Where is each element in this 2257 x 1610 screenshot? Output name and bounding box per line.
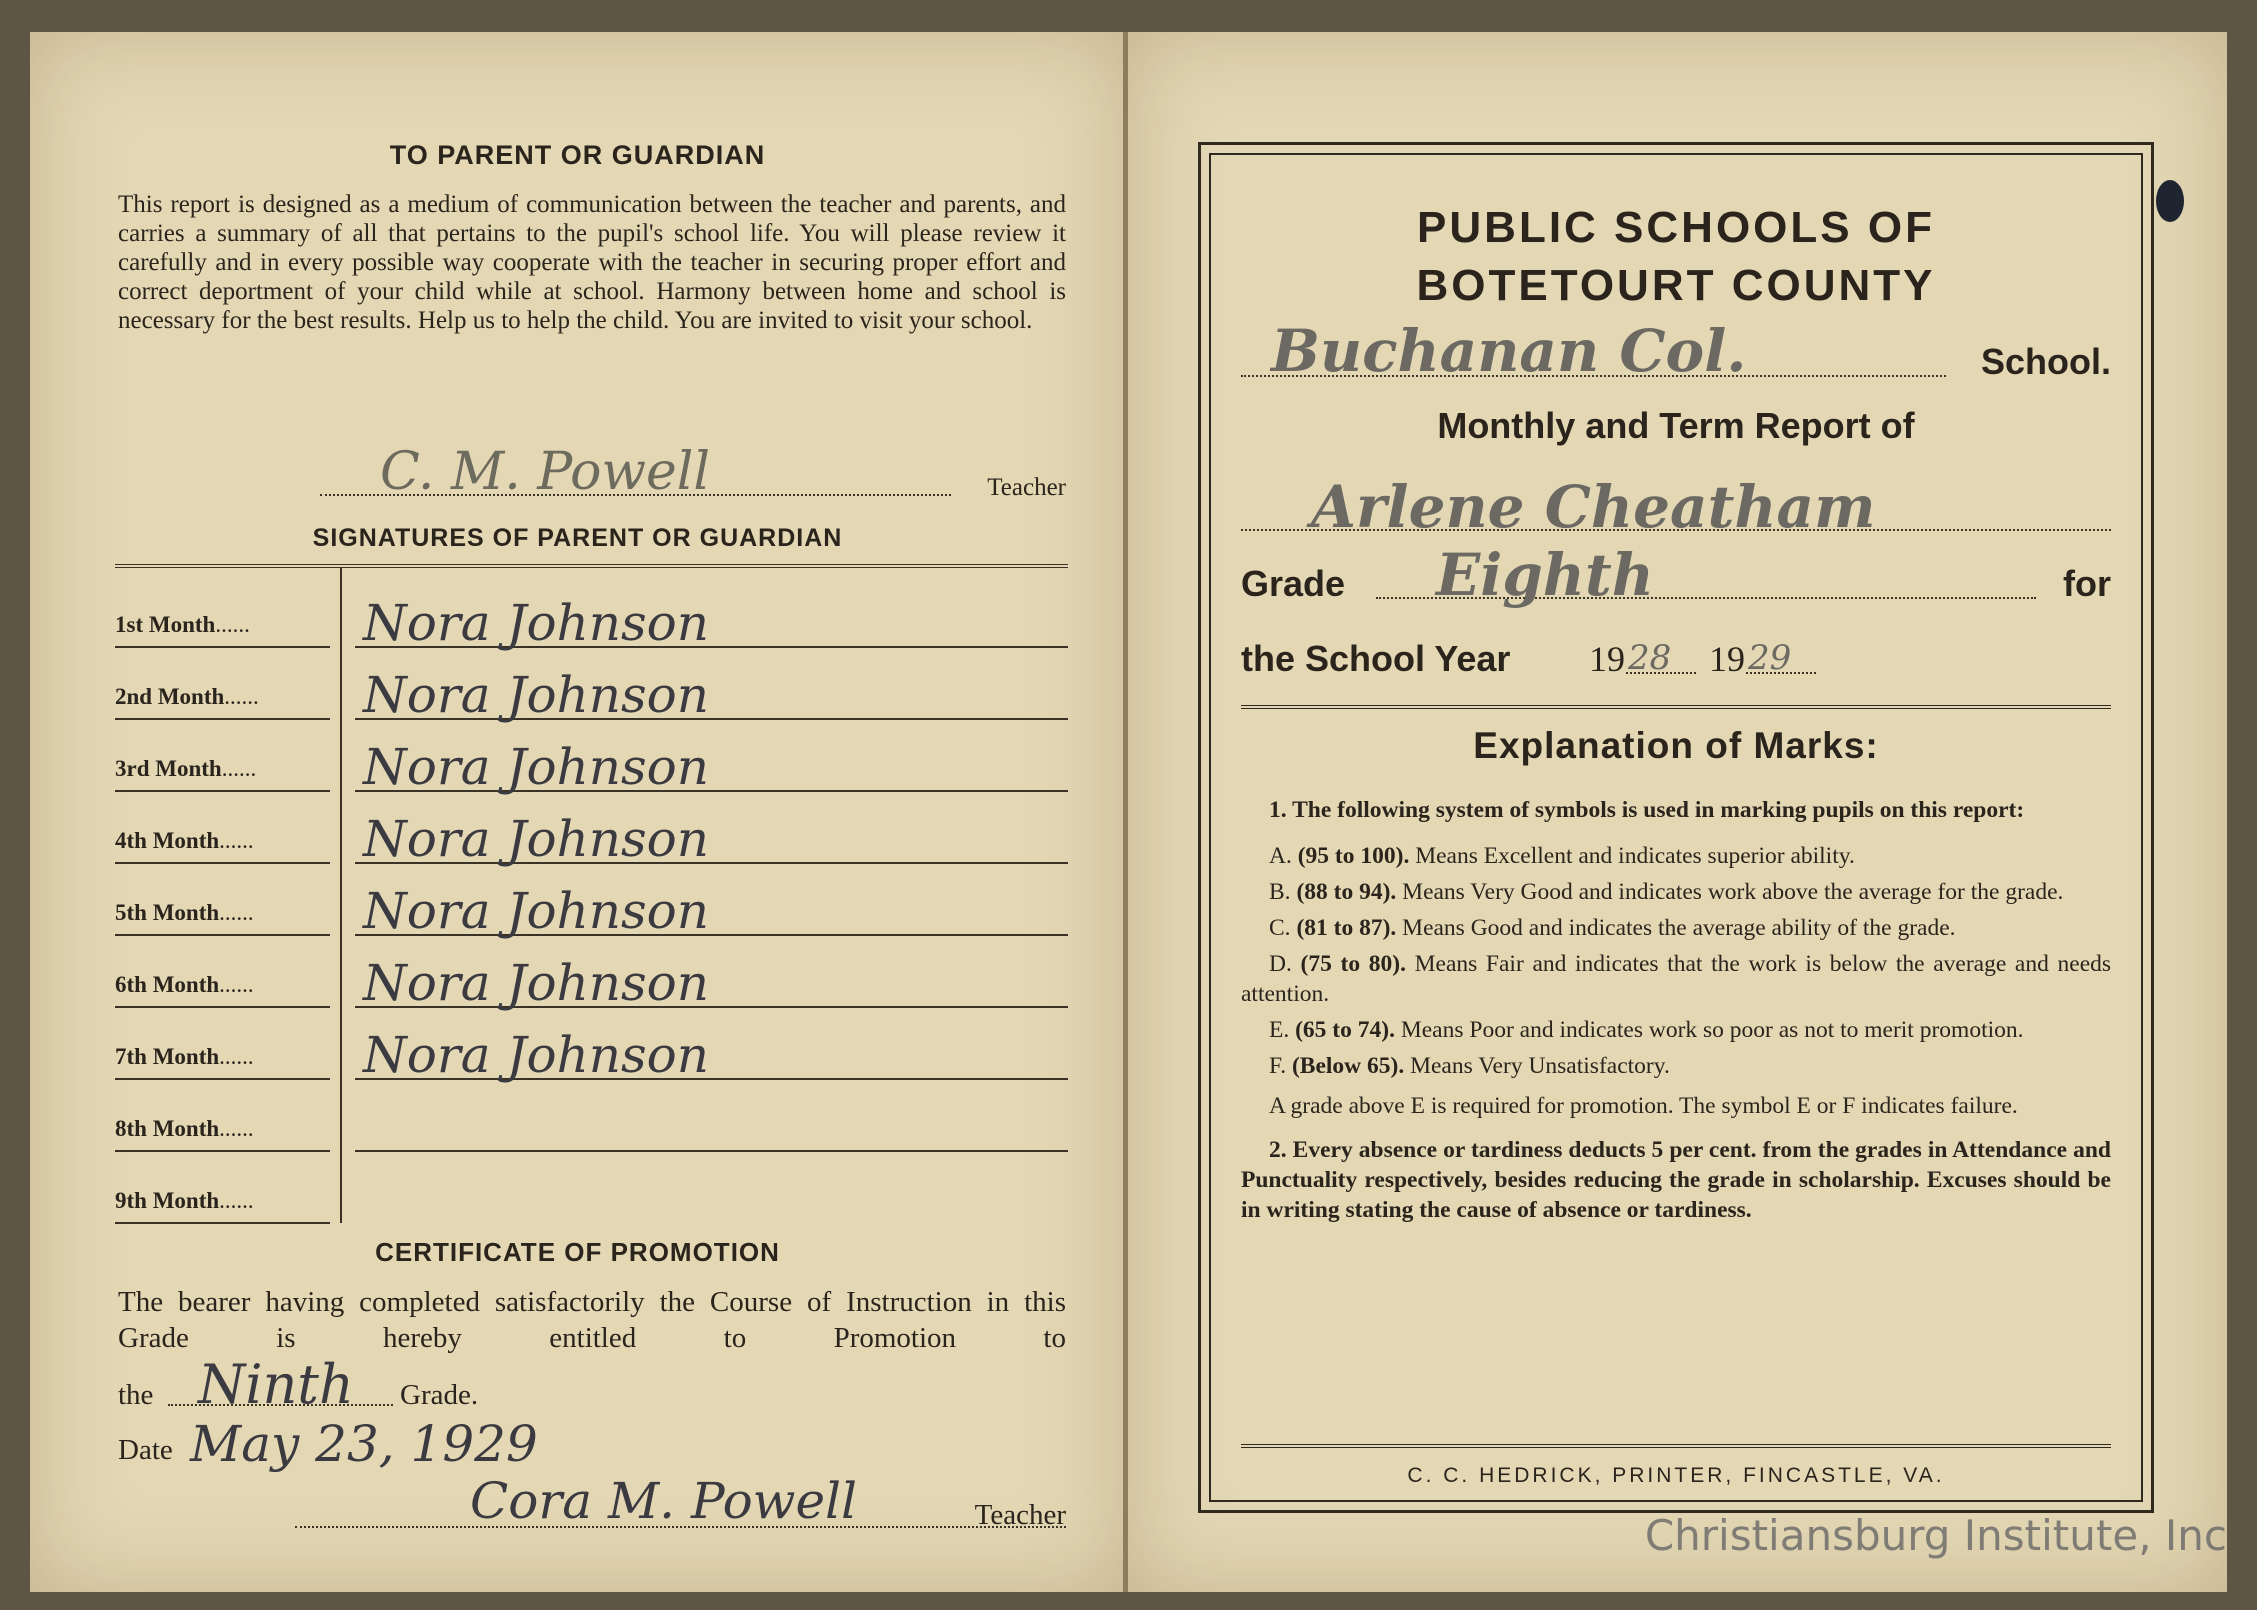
parent-signature: Nora Johnson [363, 594, 709, 652]
parent-signature: Nora Johnson [363, 810, 709, 868]
report-frame [1198, 142, 2154, 1513]
mark-grade: A. [1269, 843, 1292, 869]
grade-row [1241, 535, 2111, 609]
certificate-heading: CERTIFICATE OF PROMOTION [375, 1237, 780, 1267]
parent-signature: Nora Johnson [363, 1026, 709, 1084]
month-label: 2nd Month ...... [115, 684, 315, 710]
mark-a [1241, 841, 2111, 871]
school-year-label: the School Year [1241, 638, 1511, 679]
mark-text: Means Fair and indicates that the work is below the average and needs attention. [1241, 951, 2112, 1007]
mark-range: (Below 65). [1291, 1053, 1405, 1079]
report-label: Monthly and Term Report of [1437, 405, 1915, 446]
right-page [1128, 32, 2227, 1592]
explanation-title: Explanation of Marks: [1473, 725, 1879, 766]
mark-range: (81 to 87). [1296, 915, 1397, 941]
mark-text: Means Good and indicates the average ability of the grade. [1402, 915, 1956, 941]
mark-d [1241, 949, 2111, 1009]
promotion-note: A grade above E is required for promotion. The symbol E or F indicates failure. [1269, 1093, 2018, 1119]
mark-range: (95 to 100). [1297, 843, 1410, 869]
month-label: 7th Month ...... [115, 1044, 315, 1070]
certificate-teacher-row [295, 1452, 1066, 1532]
parent-signature: Nora Johnson [363, 954, 709, 1012]
date-label: Date [118, 1434, 173, 1466]
mark-text: Means Poor and indicates work so poor as not to merit promotion. [1400, 1017, 2024, 1043]
year-prefix-end: 19 [1709, 639, 1745, 679]
mark-range: (75 to 80). [1300, 951, 1406, 977]
signatures-heading: SIGNATURES OF PARENT OR GUARDIAN [312, 524, 843, 552]
mark-grade: F. [1269, 1053, 1287, 1079]
mark-range: (88 to 94). [1296, 879, 1397, 905]
certificate-teacher-label: Teacher [974, 1499, 1066, 1531]
mark-text: Means Very Unsatisfactory. [1410, 1053, 1670, 1079]
parent-signature: Nora Johnson [363, 882, 709, 940]
mark-grade: C. [1269, 915, 1291, 941]
mark-f [1241, 1051, 2111, 1081]
school-name: Buchanan Col. [1271, 317, 1747, 385]
school-year-row [1241, 620, 2111, 680]
heading-line-1: PUBLIC SCHOOLS OF [1417, 203, 1935, 252]
grade-value: Eighth [1436, 541, 1654, 609]
the-label: the [118, 1379, 154, 1411]
parent-signature: Nora Johnson [363, 666, 709, 724]
month-label: 1st Month ...... [115, 612, 315, 638]
mark-text: Means Very Good and indicates work above the average for the grade. [1402, 879, 2064, 905]
section-rule [1241, 705, 2111, 709]
school-label: School. [1980, 341, 2111, 382]
month-label: 4th Month ...... [115, 828, 315, 854]
marks-explanation [1241, 795, 2111, 1231]
parent-guardian-notice: This report is designed as a medium of communication between the teacher and parents, and carries a summary of all that pertains to the pupil's school life. You will please review it carefully and in every possible way cooperate with the teacher in securing proper effort and correct deportment of your child while at school. Harmony between home and school is necessary for the best results. Help us to help the child. You are invited to visit your school. [118, 191, 1066, 334]
footer-rule [1241, 1444, 2111, 1448]
student-row [1241, 455, 2111, 541]
year-prefix-start: 19 [1589, 639, 1625, 679]
certificate-teacher-signature: Cora M. Powell [470, 1472, 858, 1530]
month-row [115, 1080, 1068, 1152]
student-name: Arlene Cheatham [1311, 473, 1876, 541]
month-label: 3rd Month ...... [115, 756, 315, 782]
heading-line-2: BOTETOURT COUNTY [1416, 261, 1936, 310]
month-row [115, 576, 1068, 652]
absence-note: 2. Every absence or tardiness deducts 5 per cent. from the grades in Attendance and Punctuality respectively, besides reducing the grade in scholarship. Excuses should be in writing stating the cause of absence or tardiness. [1241, 1137, 2111, 1223]
promotion-date: May 23, 1929 [190, 1415, 538, 1473]
grade-label: Grade [1241, 563, 1346, 604]
mark-range: (65 to 74). [1295, 1017, 1395, 1043]
month-label: 8th Month ...... [115, 1116, 315, 1142]
month-row [115, 648, 1068, 724]
school-row [1241, 313, 2111, 383]
intro-text: 1. The following system of symbols is used in marking pupils on this report: [1269, 797, 2025, 823]
month-row [115, 1152, 1068, 1224]
watermark: Christiansburg Institute, Inc [1644, 1511, 2227, 1560]
month-row [115, 936, 1068, 1012]
grade-label: Grade. [400, 1379, 479, 1411]
mark-e [1241, 1015, 2111, 1045]
mark-text: Means Excellent and indicates superior ability. [1415, 843, 1855, 869]
month-label: 9th Month ...... [115, 1188, 315, 1214]
mark-c [1241, 913, 2111, 943]
mark-grade: E. [1269, 1017, 1290, 1043]
year-end: 29 [1748, 638, 1792, 678]
teacher-signature: C. M. Powell [380, 442, 711, 502]
signatures-table [115, 564, 1068, 1223]
month-label: 5th Month ...... [115, 900, 315, 926]
mark-b [1241, 877, 2111, 907]
month-row [115, 864, 1068, 940]
month-underline [115, 1222, 330, 1224]
mark-grade: B. [1269, 879, 1291, 905]
month-row [115, 720, 1068, 796]
for-label: for [2063, 563, 2111, 604]
teacher-label: Teacher [987, 474, 1066, 501]
year-start: 28 [1628, 638, 1672, 678]
certificate-grade-row [118, 1352, 718, 1416]
month-row [115, 792, 1068, 868]
left-page [30, 32, 1125, 1592]
certificate-body: The bearer having completed satisfactorily the Course of Instruction in this Grade is hereby entitled to Promotion to [118, 1286, 1066, 1354]
month-label: 6th Month ...... [115, 972, 315, 998]
mark-grade: D. [1269, 951, 1292, 977]
teacher-signature-row [320, 432, 1066, 502]
month-row [115, 1008, 1068, 1084]
parent-guardian-title: TO PARENT OR GUARDIAN [389, 140, 766, 170]
promotion-grade: Ninth [198, 1353, 354, 1416]
printer-credit: C. C. HEDRICK, PRINTER, FINCASTLE, VA. [1407, 1464, 1945, 1487]
parent-signature: Nora Johnson [363, 738, 709, 796]
ink-blot [2156, 180, 2184, 222]
